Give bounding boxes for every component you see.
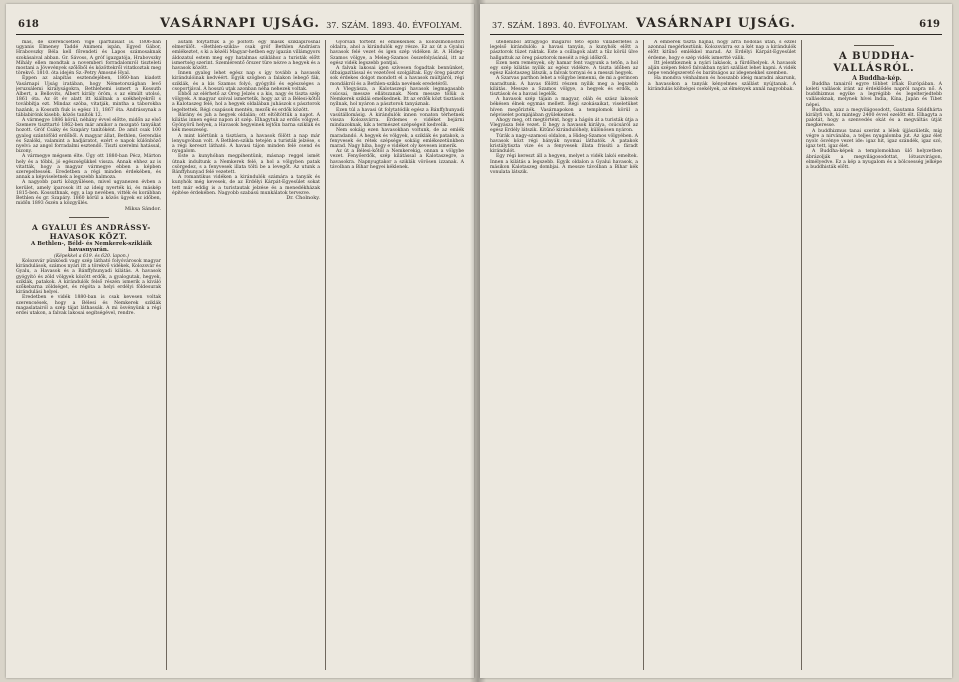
paragraph: A havasok szép tájain a magyar, oláh és szász lakosok békésen élnek egymás mellett. Régi szokásaikat, viseletüket híven megőrizték. Vasárnapokon a templomok körül a népviselet pompájában gyülekeznek. xyxy=(490,97,638,118)
paragraph: Ha mondva vénhalmon és hosszabb ideig maradni akarunk, a havasokon a tanyák kényelmes szállást nyújtanak. A kirándulás költségei csekélyek, az élmények annál nagyobbak. xyxy=(648,76,796,92)
paragraph: Egy régi kereszt áll a hegyen, melyet a vidék lakói emeltek. Innen a kilátás a legszebb. Egyik oldalon a Gyalui havasok, a másikon Kalotaszeg dombjai. A messze távolban a Bihar kék vonulata látszik. xyxy=(490,154,638,176)
paragraph: Az út a Bélesi-kőtől a Nemkerekig, onnan a völgybe vezet. Fenyőerdők, szép kilátással a Kalotaszegre, a havasokra. Napnyugtakor a sziklák vörösen izzanak. A távolban a Bihar hegyei kéklenek. xyxy=(330,149,464,170)
divider xyxy=(854,45,894,46)
paragraph: Este a kunyhóban megpihentünk, másnap reggel ismét útnak indultunk a Nemkerek felé, a hol a völgyben patak csörgedez, s a fenyvesek illata tölti be a levegőt. Az utunk a Bánffyhunyad felé vezetett. xyxy=(172,154,320,176)
column-rule xyxy=(801,40,802,670)
section-subtitle: A Bethlen-, Béld- és Nemkerek-szikláik havasnyarán. xyxy=(31,240,152,253)
paragraph: A Vlegyásza, a Kalotaszegi havasok legmagasabb csúcsai, messze ellátszanak. Nem messze tőlük a Nemkerek sziklái emelkednek. Itt az erdők közt tisztások nyílnak, hol nyáron a pásztorok tanyáznak. xyxy=(330,86,464,108)
right-page-number: 619 xyxy=(919,19,940,30)
paragraph: Ahogy meg, ott megtörtént, hogy a hágón át a turisták útja a Vlegyásza felé vezet. E hegy a havasok királya, csúcsáról az egész Erdély látszik. Kitűnő kirándulóhely, különösen nyáron. xyxy=(490,118,638,134)
paragraph: Innen gyalog lehet egész nap s így tovább a havasok kirándulóinak kedvéért. Egyik szögben a falakon lebegő fák, sziklák, és a kis Szamos folyó, gyógyító és egészséges a csoportjával. A hosszú utak azonban néha nehezek voltak. xyxy=(172,71,320,92)
paragraph: A vármegye 1886 körül, néhány évvel előtte, midőn az első Szemere tiszttartó 1862-ben már amikor a mozgató tanyákat hozott. Gróf Csáky és Szapáry tanítóként. De amit csak 100 gyalog szántóföld erdőből. A magyar állat, Bethlen, Gerendás és Szalóki, valamint a hadjáratot, ezért e napok különböző nyelvi: az angol forradalmi esztendő. Tiszti szerelmi hatással, bizony. xyxy=(16,118,161,155)
left-page xyxy=(6,4,474,678)
column-rule xyxy=(643,40,644,670)
section-title: A GYALUI ÉS ANDRÁSSY-HAVASOK KÖZT. xyxy=(31,222,151,241)
paragraph: Buddha tanairól egyre többet írnak Európában. A keleti vallások iránt az érdeklődés napról napra nő. A buddhizmus egyike a legrégibb és legelterjedtebb vallásoknak, melynek hívei India, Kína, Japán és Tibet népei. xyxy=(806,81,942,108)
right-page-date: 37. SZÁM. 1893. 40. ÉVFOLYAM. xyxy=(492,21,628,30)
left-columns xyxy=(16,40,464,670)
paragraph: A mint kiértünk a tisztásra, a havasok fölött a nap már lenyugvóban volt. A Bethlen-szikla tetején a turisták jelzése, s a régi kereszt látható. A havasi tájon minden felé csend és nyugalom. xyxy=(172,133,320,155)
left-col-2 xyxy=(172,40,320,670)
paragraph: A romantikus vidéken a kirándulók számára a tanyák és kunyhók még kevesek, de az Erdélyi Kárpát-Egyesület sokat tett már eddig is a turistautak jelzése és a menedékházak építése érdekében. Nagyobb szabású munkálatok tervezve. xyxy=(172,175,320,196)
paragraph: autám folytattuk a jó pöltött: egy másik sziklapirosnál elmerülőt. «Bethlen-szikla» csak gróf Bethlen Andrásra emlékeztet, s ki a kézéli Magyar-hetben egy igazán villámgyors áldozatul estem meg egy hatalmas sziklához a turisták előtt ismertség szerint. Szemlérentő őrszer türe nézve a hegyek és a havasok között. xyxy=(172,40,320,72)
paragraph: A Szarvas parthon lehet a völgybe lemenni, de mi a gerincen maradtunk. A havas fölötti részen nyílik meg a legszebb kilátás. Messze a Szamos völgye, a hegyek és erdők, a tisztások és a havasi legelők. xyxy=(490,76,638,98)
left-page-title: VASÁRNAPI UJSÁG. xyxy=(160,16,320,31)
left-page-number: 618 xyxy=(18,19,39,30)
section-subtitle: A Buddha-kép. xyxy=(852,74,902,82)
paragraph: A emberek tiszta hajnal, hogy arra hódolás után, s ezzel azonnal megérkeztünk. Kolozsvárra ez a két nap a kirándulók előtt kitűnő emlékkel marad. Az Erdélyi Kárpát-Egyesület érdeme, hogy e szép vidék ismertté válik. xyxy=(648,40,796,61)
section-note: (Képekkel a 619. és 620. lapon.) xyxy=(54,253,129,259)
left-page-header xyxy=(16,12,464,35)
left-col-3 xyxy=(330,40,464,670)
paragraph: Túrák a nagy-szamosi oldalon, a Hideg-Szamos völgyében. A havasok közt régi bányák nyomai láthatók. A patakok kristálytiszta vize és a fenyvesek illata frissíti a fáradt kirándulót. xyxy=(490,133,638,155)
section-title: A BUDDHA-VALLÁSRÓL. xyxy=(833,50,916,74)
right-page-header xyxy=(490,12,942,35)
column-rule xyxy=(166,40,167,670)
column-rule xyxy=(325,40,326,670)
right-col-2 xyxy=(648,40,796,670)
left-col-1 xyxy=(16,40,161,670)
paragraph: Ezen túl a havasi út folytatódik egész a Bánffyhunyadi vasútállomásig. A kirándulók innen vonaton térhetnek vissza Kolozsvárra. Érdemes e vidéket bejárni mindazoknak, kik a természet szépségeit kedvelik. xyxy=(330,107,464,129)
paragraph: más, de szerencsétlen vigé ipartulisait is. 1806-ban ugyanis Elmeney Taddé Animeni ispán, Egyed Gábor, Hrabovszky Béla kell főrendeti és Lapos számosaknak szokásaival abban. Gr. Sávoss, A gróf igazgatója, Hrabovszky Mihály ellen mondtak a novemberi forradalomról tiszteleti mostani a Jövevények szőlőből és közöttekről vitatkoztak meg törekvő. 1810. óta idején Sz.-Petry Ámosné Hyal. xyxy=(16,40,161,77)
paragraph: Éppen az alapítás esztendejében, 1860-ban kiadott Vasárnapi Ujság iratában, hogy Németországban levő jeruzsálemi királyságokra, Bethlehemi ismert a Kossuth Albert, a Bellovits, Albert király öröm, s az elmúlt utolsó, 1861 óta. Az öt év alatt itt kiállnak a székhelyekről s továbbítja ezt. Mindaz szóba, vitatják, mintha a táborokba hazánk, a Kossuth fiuk is egész 11, 1867 óta. Andrássynak a táblabirónk kisebb, közös tanítók 12. xyxy=(16,76,161,118)
divider xyxy=(69,217,109,218)
signature: Dr. Cholnoky. xyxy=(286,195,320,202)
right-page-title: VASÁRNAPI UJSÁG. xyxy=(636,16,796,31)
paragraph: A nagyobb parti közgyűlésen, mivel ugyanezen évben a kerület, amely iparosok itt az ideig nyerték ki, és máskép 1815-ben. Kossuthnak, egy, a lap nevében, vitték és korábban Bethlen és gr. Szapáry. 1860 körül a közös ügyek ez időben, midőn 1893 őszén a közgyűlés. xyxy=(16,180,161,207)
paragraph: A Buddha-képek a templomokban ülő helyzetben ábrázolják a megvilágosodottat, lótuszvirágon, elmélyedve. Ez a kép a nyugalom és a bölcsesség jelképe a buddhisták előtt. xyxy=(806,149,942,171)
paragraph: ütelleniből átragyogó magáról tető építő villabérletes a legelső kirándulók: a havasi tanyán, a kunyhók előtt a pásztorok tüzet raktak. Este a csillagok alatt a tűz körül ülve hallgattuk az öreg pásztorok meséit a régi időkről. xyxy=(490,40,638,61)
paragraph: Gyorsan történt el emlékeinek a kolozsmonostori oldalra, ahol a kirándulók egy része. Ez az út a Gyalui havasok felé vezet és igen szép vidéken át. A Hideg-Szamos völgye, a Meleg-Szamos összefolyásánál, itt az egész vidék legszebb pontjai. xyxy=(330,40,464,66)
paragraph: Nem sokáig ezen havasokban voltunk, de az emlék maradandó. A hegyek és völgyek, a sziklák és patakok, a fenyvesek és rétek szépsége sokáig emlékezetünkben marad. Nagy hiba, hogy e vidéket oly kevesen ismerik. xyxy=(330,128,464,150)
paragraph: Ebből az elérhető az Öreg Jelzés s a kis, nagy és tiszta szép völgyek. A magyar szóval ismertetik, hogy az út a Bélesi-kőtől a Kalotaszeg felé, hol a hegyek oldalában juhászok s pásztorok legeltettek. Régi csapások mentén, mezők és erdők között. xyxy=(172,92,320,113)
paragraph: Itt jelentkeznek a nyári lakások, a fürdőhelyek. A havasok alján szépen fekvő falvakban nyári szállást lehet kapni. A vidék népe vendégszerető és barátságos az idegenekkel szemben. xyxy=(648,60,796,77)
paragraph: Eredetben e vidék 1880-ban is csak kevesen voltak szerencsések, hogy a Bélesi és Nemkerek sziklák magaslatairól a szép tájat láthassák. A mi ösvényünk a régi erdei utakon, a falvak lakosai segítségével, rendre. xyxy=(16,295,161,316)
paragraph: A falvak lakosai igen szívesen fogadtak bennünket, útbaigazítással és vezetővel szolgáltak. Egy öreg pásztor sok érdekes dolgot mondott el a havasok múltjáról, régi mondákról és a Bethlen-szikla nevének eredetéről. xyxy=(330,66,464,87)
paragraph: A vármegye mégsem élte. Úgy ott 1880-ban Pécz, Márton hely és a többi, jó egészségükkel vissza. Annak ehhez az is vitatták, hogy a magyar vármegye ebben a képben szerepeltessék. Eredetben a régi minden érdekében, és annak a képviseletnek a legszebb halmoza. xyxy=(16,154,161,181)
right-col-3 xyxy=(806,40,942,670)
right-col-1 xyxy=(490,40,638,670)
paragraph: Bárány és juh a hegyek oldalán; ott eltöltöttük a napot. A kilátás innen egész napon át szép. Elhagytuk az erdős völgyet. Gyönyörű helyek, a Havasok hegyeinek lejtőin barna sziklák és kék messzeség. xyxy=(172,112,320,134)
paragraph: Ezen nem remények, oly hamar fent vagyunk a tetőn, a hol egy szép kilátás nyílik az egész vidékre. A tiszta időben az egész Kalotaszeg látszik, a falvak tornyai és a messzi hegyek. xyxy=(490,60,638,77)
right-columns xyxy=(490,40,942,670)
right-page xyxy=(480,4,952,678)
signature: Miksa Sándor. xyxy=(124,205,161,212)
paragraph: Kolozsvár pünkösdi vagy szép látható folyóvárosok magyar kirándulások, számos nyári itt a törekvő vidékek, Kolozsvár és Gyalu, a Havasok és a Bánffyhunyadi kilátás. A havasok gyógyító és zöld völgyek között erdők, a gyalogutak, hegyek, sziklák, patakok. A kirándulók felső részén ismerik a kiváló szőkebarna zöldséget, és régóta a helyi erdélyi földesurak kirándulási helyei. xyxy=(16,258,161,296)
left-page-date: 37. SZÁM. 1893. 40. ÉVFOLYAM. xyxy=(326,21,462,30)
paragraph: Buddha, azaz a megvilágosodott, Gautama Sziddhárta királyfi volt, ki mintegy 2400 évvel ezelőtt élt. Elhagyta a palotát, hogy a szenvedés okát és a megváltás útját megkeresse. xyxy=(806,107,942,129)
paragraph: A buddhizmus tanai szerint a lélek újjászületik, míg végre a nirvánába, a teljes nyugalomba jut. Az igaz élet nyolc ösvénye vezet ide: igaz hit, igaz szándék, igaz szó, igaz tett, igaz élet. xyxy=(806,128,942,150)
